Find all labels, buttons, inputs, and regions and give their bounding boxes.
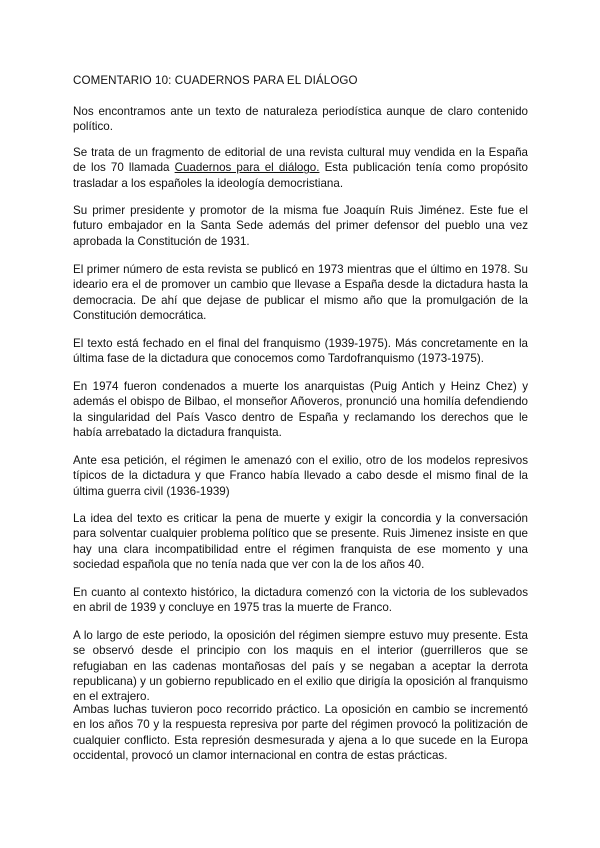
paragraph-8: La idea del texto es criticar la pena de muerte y exigir la concordia y la conversación para solventar cualquier problema político que se presente. Ruis Jimenez insiste en que hay una clara incompatibilidad entre el régimen franquista de ese momento y una sociedad española que no tenía nada que ver con la de los años 40. [73,512,528,571]
paragraph-1: Nos encontramos ante un texto de naturaleza periodística aunque de claro contenido político. [73,105,528,134]
paragraph-6: En 1974 fueron condenados a muerte los anarquistas (Puig Antich y Heinz Chez) y además el obispo de Bilbao, el monseñor Añoveros, pronunció una homilía defendiendo la singularidad del País Vasco dentro de España y reclamando los derechos que le había arrebatado la dictadura franquista. [73,380,528,439]
paragraph-10: A lo largo de este periodo, la oposición del régimen siempre estuvo muy presente. Esta se observó desde el principio con los maquis en el interior (guerrilleros que se refugiaban en las cadenas montañosas del país y se negaban a aceptar la derrota republicana) y un gobierno republicado en el exilio que dirigía la oposición al franquismo en el extrajero. [73,629,528,704]
paragraph-3: Su primer presidente y promotor de la misma fue Joaquín Ruis Jiménez. Este fue el futuro embajador en la Santa Sede además del primer defensor del pueblo una vez aprobada la Constitución de 1931. [73,204,528,248]
paragraph-4: El primer número de esta revista se publicó en 1973 mientras que el último en 1978. Su ideario era el de promover un cambio que llevase a España desde la dictadura hasta la democracia. De ahí que dejase de publicar el mismo año que la promulgación de la Constitución democrática. [73,263,528,322]
paragraph-9: En cuanto al contexto histórico, la dictadura comenzó con la victoria de los sublevados en abril de 1939 y concluye en 1975 tras la muerte de Franco. [73,586,528,615]
paragraph-11: Ambas luchas tuvieron poco recorrido práctico. La oposición en cambio se incrementó en los años 70 y la respuesta represiva por parte del régimen provocó la politización de cualquier conflicto. Esta represión desmesurada y ajena a lo que sucede en la Europa occidental, provocó un clamor internacional en contra de estas prácticas. [73,703,528,762]
paragraph-7: Ante esa petición, el régimen le amenazó con el exilio, otro de los modelos represivos típicos de la dictadura y que Franco había llevado a cabo desde el mismo final de la última guerra civil (1936-1939) [73,454,528,498]
paragraph-5: El texto está fechado en el final del franquismo (1939-1975). Más concretamente en la última fase de la dictadura que conocemos como Tardofranquismo (1973-1975). [73,337,528,366]
paragraph-2-before: Se trata de un fragmento de editorial de una revista cultural muy vendida en la España de los 70 llamada [73,146,528,175]
document-title: COMENTARIO 10: CUADERNOS PARA EL DIÁLOGO [73,74,358,87]
paragraph-2 [73,145,528,191]
paragraph-2-after: Esta publicación tenía como propósito trasladar a los españoles la ideología democristiana. [73,161,528,190]
publication-title-link: Cuadernos para el diálogo. [174,161,320,175]
